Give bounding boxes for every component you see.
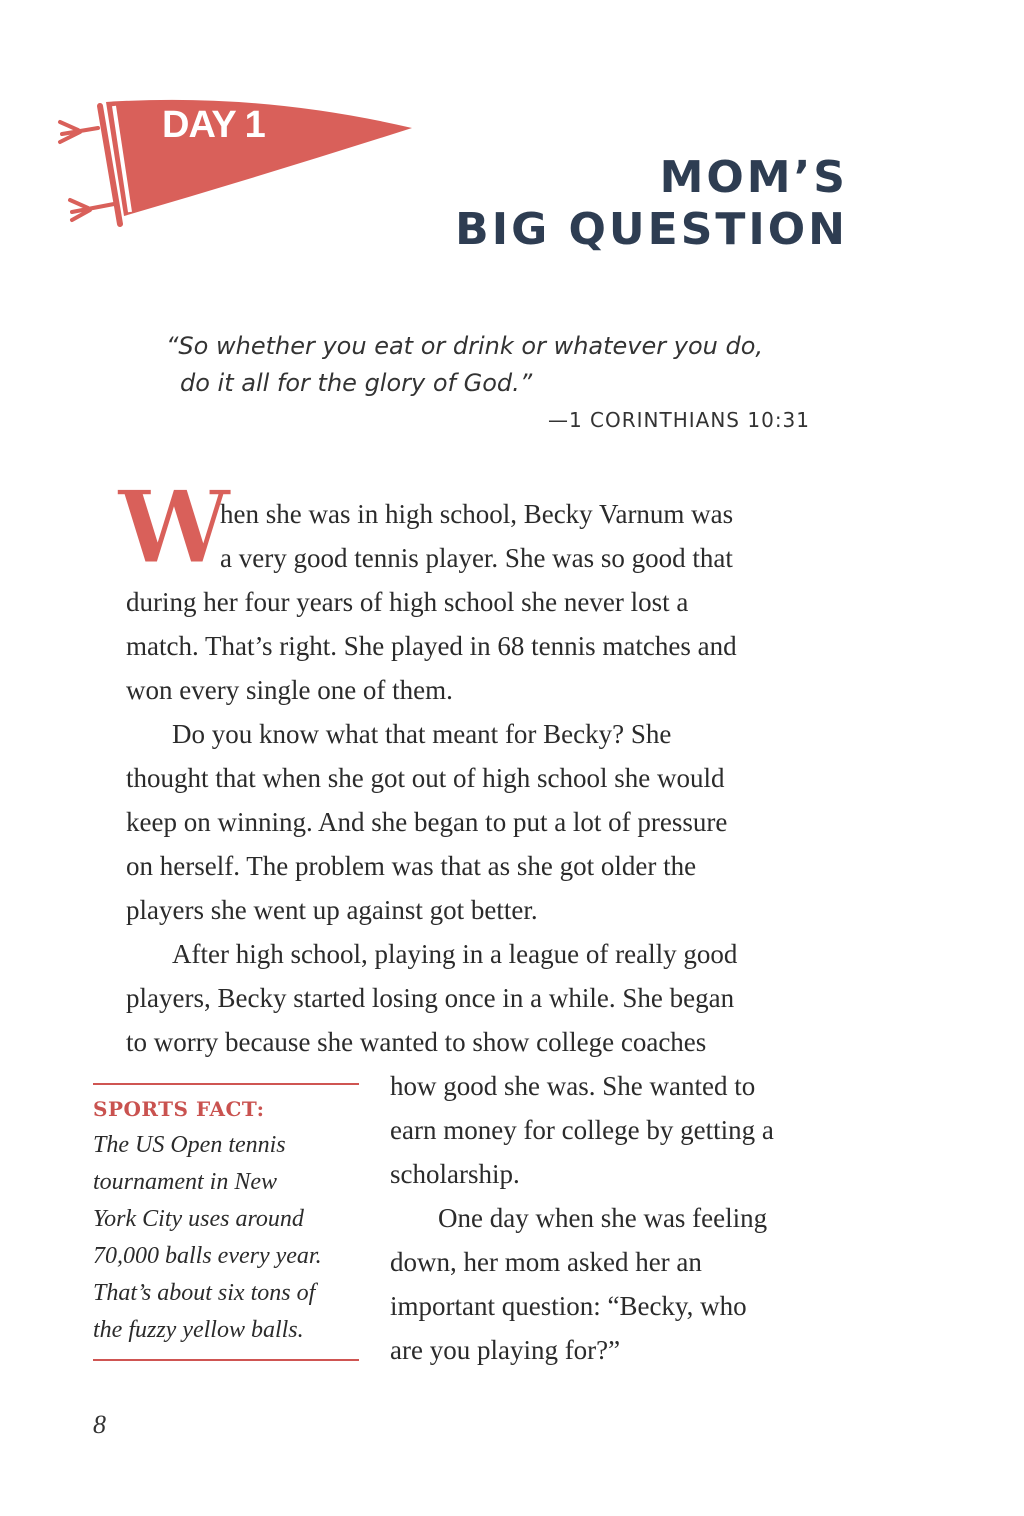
fact-line: York City uses around xyxy=(93,1206,304,1232)
body-line: hen she was in high school, Becky Varnum was xyxy=(220,499,734,529)
fact-line: the fuzzy yellow balls. xyxy=(93,1317,304,1343)
verse-reference: —1 CORINTHIANS 10:31 xyxy=(547,408,810,432)
page-number: 8 xyxy=(93,1410,106,1439)
body-line: during her four years of high school she never lost a xyxy=(126,587,689,617)
body-line: on herself. The problem was that as she got older the xyxy=(126,851,697,881)
body-line: scholarship. xyxy=(390,1159,520,1189)
fact-line: That’s about six tons of xyxy=(93,1280,316,1306)
title-line-2: BIG QUESTION xyxy=(455,204,848,255)
sidebar-top-rule xyxy=(93,1083,359,1085)
scripture-verse xyxy=(166,328,826,402)
sidebar-heading: SPORTS FACT: xyxy=(93,1097,265,1121)
body-line: Do you know what that meant for Becky? She xyxy=(172,719,672,749)
body-line: down, her mom asked her an xyxy=(390,1247,702,1277)
fact-line: The US Open tennis xyxy=(93,1132,286,1158)
body-line: how good she was. She wanted to xyxy=(390,1071,756,1101)
body-line: thought that when she got out of high school she would xyxy=(126,763,725,793)
sidebar-bottom-rule xyxy=(93,1359,359,1361)
body-text-column xyxy=(390,1064,870,1372)
body-line: match. That’s right. She played in 68 tennis matches and xyxy=(126,631,737,661)
day-label: DAY 1 xyxy=(162,104,265,146)
sidebar-fact xyxy=(93,1127,359,1359)
body-line: players, Becky started losing once in a while. She began xyxy=(126,983,735,1013)
sports-fact-sidebar xyxy=(93,1083,359,1361)
verse-line-2: do it all for the glory of God.” xyxy=(180,369,533,397)
body-line: won every single one of them. xyxy=(126,675,453,705)
fact-line: 70,000 balls every year. xyxy=(93,1243,322,1269)
verse-line-1: “So whether you eat or drink or whatever you do, xyxy=(166,332,764,360)
body-line: players she went up against got better. xyxy=(126,895,538,925)
body-line: a very good tennis player. She was so good that xyxy=(220,543,733,573)
body-line: are you playing for?” xyxy=(390,1335,621,1365)
title-line-1: MOM’S xyxy=(659,152,848,203)
body-line: After high school, playing in a league of really good xyxy=(172,939,738,969)
drop-cap-letter: W xyxy=(117,468,227,586)
body-text xyxy=(126,492,866,1064)
body-line: important question: “Becky, who xyxy=(390,1291,747,1321)
fact-line: tournament in New xyxy=(93,1169,277,1195)
body-line: earn money for college by getting a xyxy=(390,1115,774,1145)
body-line: to worry because she wanted to show college coaches xyxy=(126,1027,707,1057)
body-line: keep on winning. And she began to put a lot of pressure xyxy=(126,807,728,837)
body-line: One day when she was feeling xyxy=(438,1203,768,1233)
page-title xyxy=(455,152,848,256)
